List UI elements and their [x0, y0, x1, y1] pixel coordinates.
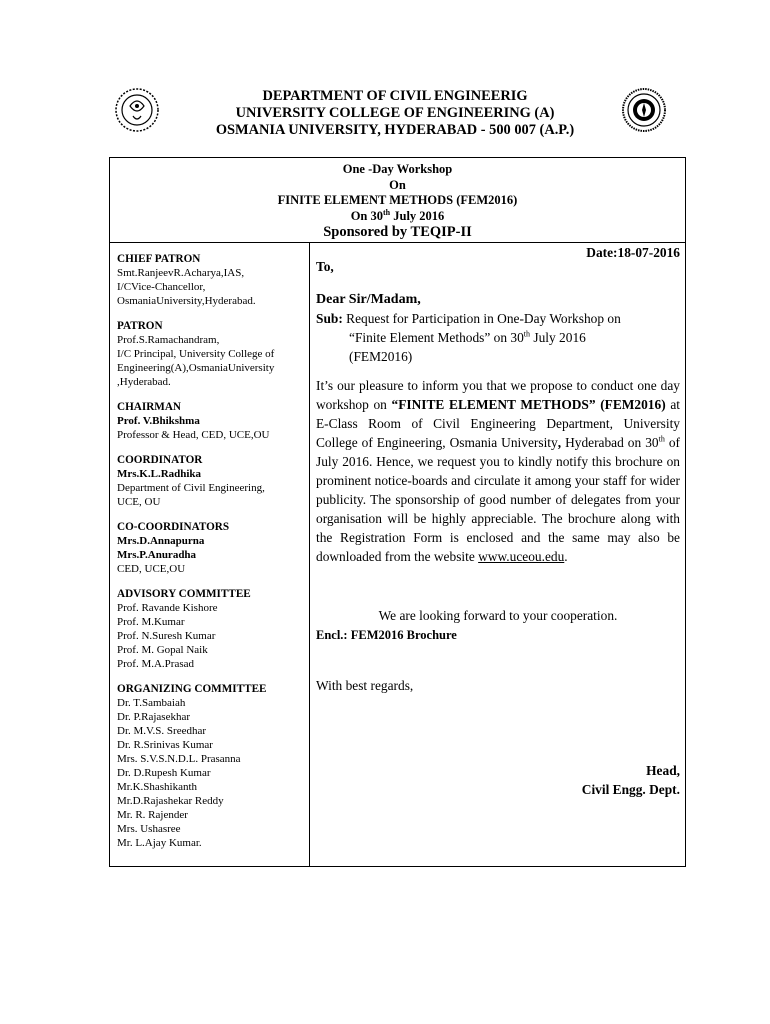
patron-section	[117, 319, 305, 389]
committee-line: Mr.D.Rajashekar Reddy	[117, 795, 224, 807]
body-part-4: of July 2016. Hence, we request you to kindly notify this brochure on prominent notice-boards and circulate it among your staff for wider publicity. The sponsorship of good number of delegates from your organisation will be highly appreciable. The brochure along with the Registration Form is enclosed and the same may also be downloaded from the website	[316, 435, 680, 564]
subject-text-1: Request for Participation in One-Day Workshop on	[342, 311, 621, 326]
letter-regards: With best regards,	[316, 678, 414, 693]
letter-date: Date:18-07-2016	[586, 245, 680, 260]
banner-date	[110, 209, 685, 225]
website-link[interactable]: www.uceou.edu	[478, 549, 565, 564]
body-sup: th	[658, 434, 665, 444]
committee-line: I/CVice-Chancellor,	[117, 281, 206, 293]
header-line-1: DEPARTMENT OF CIVIL ENGINEERIG	[262, 88, 528, 104]
letter-subject	[316, 309, 680, 366]
signature-line-1: Head,	[646, 763, 680, 778]
committee-line: CED, UCE,OU	[117, 563, 186, 575]
college-emblem-icon	[620, 86, 668, 134]
committee-line: Professor & Head, CED, UCE,OU	[117, 429, 270, 441]
section-title: PATRON	[117, 320, 163, 332]
body-bold-2: ,	[557, 435, 562, 450]
committee-line: Mr. R. Rajender	[117, 809, 188, 821]
body-part-5: .	[564, 549, 568, 564]
section-title: CHIEF PATRON	[117, 253, 201, 265]
letter-to: To,	[316, 259, 334, 274]
advisory-section	[117, 587, 305, 671]
committee-line: Prof. N.Suresh Kumar	[117, 630, 216, 642]
cocoordinators-section	[117, 520, 305, 576]
committee-line: Prof. M.Kumar	[117, 616, 185, 628]
body-part-1: It’s our pleasure to inform you that we propose to conduct one day workshop on	[316, 378, 680, 412]
committee-line: Prof. M.A.Prasad	[117, 658, 194, 670]
committee-line: Mrs. Ushasree	[117, 823, 181, 835]
banner-date-sup: th	[383, 207, 391, 217]
banner-line-1: One -Day Workshop	[342, 162, 453, 176]
committee-line: OsmaniaUniversity,Hyderabad.	[117, 295, 256, 307]
letter-enclosure: Encl.: FEM2016 Brochure	[316, 628, 457, 642]
body-bold-1: “FINITE ELEMENT METHODS” (FEM2016)	[391, 397, 666, 412]
section-title: COORDINATOR	[117, 454, 203, 466]
committee-line: Mrs. S.V.S.N.D.L. Prasanna	[117, 753, 241, 765]
committee-name: Mrs.P.Anuradha	[117, 549, 197, 561]
subject-label: Sub:	[316, 311, 343, 326]
committee-line: ,Hyderabad.	[117, 376, 171, 388]
banner-sponsor: Sponsored by TEQIP-II	[323, 224, 472, 240]
column-divider	[309, 243, 310, 867]
banner-date-suffix: July 2016	[390, 208, 445, 223]
committee-line: Dr. T.Sambaiah	[117, 697, 186, 709]
chairman-section	[117, 400, 305, 442]
department-header	[180, 88, 610, 139]
committee-line: Mr.K.Shashikanth	[117, 781, 198, 793]
committee-column	[117, 252, 305, 861]
committee-line: Dr. M.V.S. Sreedhar	[117, 725, 207, 737]
body-part-3: Hyderabad on 30	[561, 435, 659, 450]
committee-line: Dr. P.Rajasekhar	[117, 711, 191, 723]
committee-line: Engineering(A),OsmaniaUniversity	[117, 362, 275, 374]
banner-line-2: On	[389, 177, 406, 192]
section-title: CO-COORDINATORS	[117, 521, 230, 533]
section-title: CHAIRMAN	[117, 401, 182, 413]
header-line-3: OSMANIA UNIVERSITY, HYDERABAD - 500 007 (A.P.)	[215, 122, 575, 138]
workshop-banner	[110, 158, 685, 243]
subject-continuation	[316, 328, 680, 366]
committee-line: I/C Principal, University College of	[117, 348, 275, 360]
coordinator-section	[117, 453, 305, 509]
committee-line: Smt.RanjeevR.Acharya,IAS,	[117, 267, 245, 279]
subject-text-2b: July 2016	[530, 330, 586, 345]
header-line-2: UNIVERSITY COLLEGE OF ENGINEERING (A)	[235, 105, 555, 121]
committee-line: Dr. D.Rupesh Kumar	[117, 767, 211, 779]
committee-name: Mrs.K.L.Radhika	[117, 468, 202, 480]
subject-sup: th	[523, 329, 531, 339]
committee-line: Prof. M. Gopal Naik	[117, 644, 208, 656]
committee-line: Prof.S.Ramachandram,	[117, 334, 220, 346]
letter-signature	[582, 761, 680, 799]
university-seal-icon	[113, 86, 161, 134]
subject-text-3: (FEM2016)	[349, 349, 413, 364]
committee-line: UCE, OU	[117, 496, 161, 508]
committee-line: Prof. Ravande Kishore	[117, 602, 218, 614]
section-title: ADVISORY COMMITTEE	[117, 588, 251, 600]
letter-salutation: Dear Sir/Madam,	[316, 292, 421, 307]
signature-line-2: Civil Engg. Dept.	[581, 782, 680, 797]
section-title: ORGANIZING COMMITTEE	[117, 683, 267, 695]
body-part-2: at E-Class Room of Civil Engineering Department, University College of Engineering, Osmania University	[316, 397, 680, 450]
committee-line: Dr. R.Srinivas Kumar	[117, 739, 213, 751]
organizing-section	[117, 682, 305, 850]
committee-name: Mrs.D.Annapurna	[117, 535, 205, 547]
committee-line: Mr. L.Ajay Kumar.	[117, 837, 202, 849]
subject-text-2a: “Finite Element Methods” on 30	[349, 330, 524, 345]
banner-date-prefix: On 30	[350, 208, 383, 223]
committee-name: Prof. V.Bhikshma	[117, 415, 200, 427]
brochure-frame	[109, 157, 686, 867]
chief-patron-section	[117, 252, 305, 308]
letter-looking-forward: We are looking forward to your cooperation.	[378, 608, 618, 623]
banner-line-3: FINITE ELEMENT METHODS (FEM2016)	[277, 193, 518, 207]
letter-body	[316, 376, 680, 566]
committee-line: Department of Civil Engineering,	[117, 482, 265, 494]
